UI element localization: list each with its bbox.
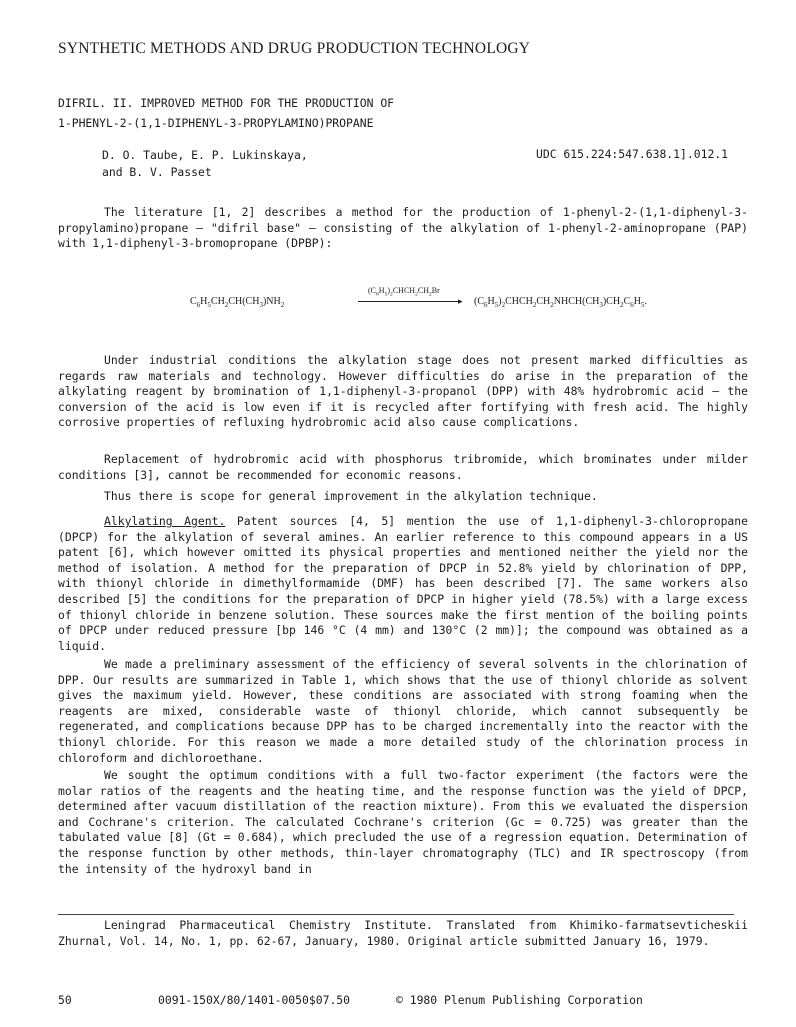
footnote <box>58 918 748 949</box>
reagent-formula: $(C_6H_5)_2CHCH_2CH_2Br$ <box>368 286 440 298</box>
paragraph-alkylating-agent <box>58 514 748 654</box>
authors-line-1: D. O. Taube, E. P. Lukinskaya, <box>102 148 308 162</box>
page-number: 50 <box>58 993 72 1007</box>
paragraph-alkylating-agent-text: Patent sources [4, 5] mention the use of 1,1-diphenyl-3-chloropropane (DPCP) for the alkylation of several amines. An earlier reference to this compound appears in a US patent [6], which however omitted its physical properties and mentioned neither the yield nor the method of isolation. A method for the preparation of DPCP in 52.8% yield by chlorination of DPP, with thionyl chloride in dimethylformamide (DMF) has been described [7]. The same workers also described [5] the conditions for the preparation of DPCP in higher yield (78.5%) with a large excess of thionyl chloride in benzene solution. These sources make the first mention of the boiling points of DPCP under reduced pressure [bp 146 °C (4 mm) and 130°C (2 mm)]; the compound was obtained as a liquid. <box>58 514 748 653</box>
author-list <box>102 147 308 181</box>
paragraph-industrial <box>58 353 748 431</box>
article-title <box>58 93 394 133</box>
paragraph-experiment <box>58 768 748 877</box>
paragraph-scope <box>58 489 748 505</box>
issn-code: 0091-150X/80/1401-0050$07.50 <box>158 993 351 1007</box>
article-title-line-2: 1-PHENYL-2-(1,1-DIPHENYL-3-PROPYLAMINO)PROPANE <box>58 116 374 130</box>
paragraph-experiment-text: We sought the optimum conditions with a full two-factor experiment (the factors were the molar ratios of the reagents and the heating time, and the response function was the yield of DPCP, determined after vacuum distillation of the reaction mixture). From this we evaluated the dispersion and Cochrane's criterion. The calculated Cochrane's criterion (Gc = 0.725) was greater than the tabulated value [8] (Gt = 0.684), which precluded the use of a regression equation. Determination of the response function by other methods, thin-layer chromatography (TLC) and IR spectroscopy (from the intensity of the hydroxyl band in <box>58 768 748 876</box>
paragraph-replacement-text: Replacement of hydrobromic acid with phosphorus tribromide, which brominates under milder conditions [3], cannot be recommended for economic reasons. <box>58 452 748 482</box>
paragraph-scope-text: Thus there is scope for general improvement in the alkylation technique. <box>104 489 598 503</box>
arrow-shaft <box>358 301 462 302</box>
udc-code: UDC 615.224:547.638.1].012.1 <box>536 147 729 161</box>
alkylating-agent-heading: Alkylating Agent. <box>104 514 226 528</box>
paragraph-industrial-text: Under industrial conditions the alkylation stage does not present marked difficulties as regards raw materials and technology. However difficulties do arise in the preparation of the alkylating reagent by bromination of 1,1-diphenyl-3-propanol (DPP) with 48% hydrobromic acid — the conversion of the acid is low even if it is recycled after fortifying with fresh acid. The highly corrosive properties of refluxing hydrobromic acid also cause complications. <box>58 353 748 430</box>
arrow-head-icon: ▸ <box>458 296 463 306</box>
authors-line-2: and B. V. Passet <box>102 165 212 179</box>
footnote-divider <box>58 914 734 915</box>
paragraph-intro-text: The literature [1, 2] describes a method for the production of 1-phenyl-2-(1,1-diphenyl-3-propylamino)propane — "difril base" — consisting of the alkylation of 1-phenyl-2-aminopropane (PAP) with 1,1-diphenyl-3-bromopropane (DPBP): <box>58 205 748 251</box>
paragraph-solvents-text: We made a preliminary assessment of the efficiency of several solvents in the chlorination of DPP. Our results are summarized in Table 1, which shows that the use of thionyl chloride as solvent gives the maximum yield. However, these conditions are associated with strong foaming when the reagents are mixed, considerable waste of thionyl chloride, which cannot subsequently be regenerated, and complications because DPP has to be charged incrementally into the reactor with the thionyl chloride. For this reason we made a more detailed study of the chlorination process in chloroform and dichloroethane. <box>58 657 748 765</box>
paragraph-intro <box>58 205 748 252</box>
footnote-text: Leningrad Pharmaceutical Chemistry Institute. Translated from Khimiko-farmatsevticheskii Zhurnal, Vol. 14, No. 1, pp. 62-67, January, 1980. Original article submitted January 16, 1979. <box>58 918 748 948</box>
reaction-equation <box>58 286 748 316</box>
copyright-notice: © 1980 Plenum Publishing Corporation <box>396 993 643 1007</box>
section-header: SYNTHETIC METHODS AND DRUG PRODUCTION TECHNOLOGY <box>58 40 531 57</box>
paragraph-replacement <box>58 452 748 483</box>
product-formula: $(C_6H_5)_2CHCH_2CH_2NHCH(CH_3)CH_2C_6H_5$. <box>474 296 647 309</box>
article-title-line-1: DIFRIL. II. IMPROVED METHOD FOR THE PRODUCTION OF <box>58 96 395 110</box>
reactant-formula: $C_6H_5CH_2CH(CH_3)NH_2$ <box>190 296 285 309</box>
paragraph-solvents <box>58 657 748 766</box>
